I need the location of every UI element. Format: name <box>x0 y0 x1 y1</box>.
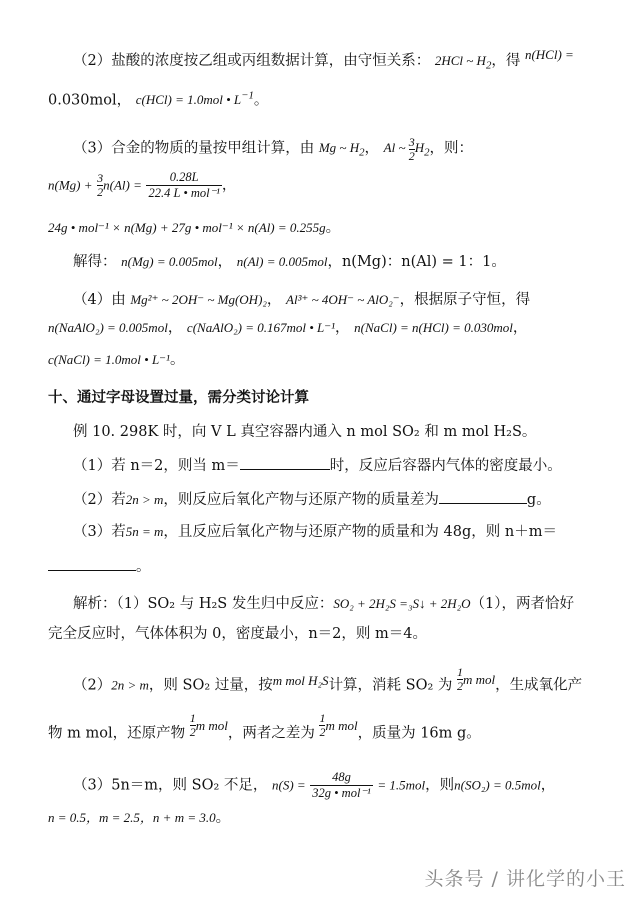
p2-nhcl: n(HCl) = <box>524 47 574 62</box>
analysis-3: （3）5n＝m，则 SO₂ 不足， n(S) = $\frac{48g}{\text{32g • mol⁻¹}}$ = 1.5mol，则n(SO₂) = 0.5mol， <box>73 770 556 800</box>
p3-eq-molar: n(Mg) + $\frac{3}{2}n(Al)$ = $\frac{0.28L}{\text{22.4 L • mol⁻¹}}$ ， <box>48 170 237 200</box>
watermark: 头条号 / 讲化学的小王 <box>424 868 626 890</box>
fraction: $\frac{3}{2}$ <box>408 135 415 163</box>
question-2: （2）若2n > m，则反应后氧化产物与还原产物的质量差为 g。 <box>73 489 551 510</box>
example-statement: 例 10. 298K 时，向 V L 真空容器内通入 n mol SO₂ 和 m mol H₂S。 <box>73 424 537 440</box>
p3-solution: 解得： n(Mg) = 0.005mol， n(Al) = 0.005mol，n(Mg)：n(Al) = 1：1。 <box>73 254 506 270</box>
p3-eq1: Mg ~ $H_2$ <box>318 140 365 160</box>
p2-line2: 0.030mol， c(HCl) = 1.0mol • $L^{-1}$。 <box>48 90 269 109</box>
question-3-blank-line: 。 <box>48 556 151 577</box>
p3-eq-mass: 24g • mol⁻¹ × n(Mg) + 27g • mol⁻¹ × n(Al) = 0.255g。 <box>48 220 341 236</box>
p3-eq2: Al ~ $\frac{3}{2}H_2$ <box>383 135 430 163</box>
answer-blank[interactable] <box>240 455 330 470</box>
p4-line2: n(NaAlO₂) = 0.005mol， c(NaAlO₂) = 0.167mol • L⁻¹， n(NaCl) = n(HCl) = 0.030mol， <box>48 320 528 336</box>
fraction: $\frac{3}{2}$ <box>97 171 104 199</box>
fraction: $\frac{48g}{\text{32g • mol⁻¹}}$ <box>312 770 371 800</box>
analysis-1-line2: 完全反应时，气体体积为 0，密度最小，n＝2，则 m＝4。 <box>48 626 427 642</box>
answer-blank[interactable] <box>48 556 136 571</box>
fraction: $\frac{1}{2}$ <box>457 665 464 693</box>
p2-line1: （2）盐酸的浓度按乙组或丙组数据计算，由守恒关系： 2HCl ~ $H_2$，得 n(HCl) = <box>73 47 574 72</box>
question-3: （3）若5n = m，且反应后氧化产物与还原产物的质量和为 48g，则 n＋m＝ <box>73 524 557 540</box>
analysis-3-line2: n = 0.5，m = 2.5，n + m = 3.0。 <box>48 810 231 826</box>
fraction: $\frac{1}{2}$ <box>319 711 326 739</box>
section-heading: 十、通过字母设置过量，需分类讨论计算 <box>48 390 309 406</box>
question-1: （1）若 n＝2，则当 m＝ 时，反应后容器内气体的密度最小。 <box>73 455 562 476</box>
fraction: $\frac{1}{2}$ <box>189 711 196 739</box>
p2-line1-text: （2）盐酸的浓度按乙组或丙组数据计算，由守恒关系： <box>73 53 431 69</box>
analysis-2: （2）2n > m，则 SO₂ 过量，按m mol H₂S计算，消耗 SO₂ 为 $\frac{1}{2}m$ mol，生成氧化产 <box>73 665 583 694</box>
analysis-1: 解析：（1）SO₂ 与 H₂S 发生归中反应：SO₂ + 2H₂S =₃S↓ + 2H₂O（1），两者恰好 <box>73 596 575 612</box>
p2-conc: c(HCl) = 1.0mol • $L^{-1}$ <box>135 90 254 108</box>
analysis-2-line2: 物 m mol，还原产物 $\frac{1}{2}m$ mol，两者之差为 $\frac{1}{2}m$ mol，质量为 16m g。 <box>48 711 481 742</box>
p4-line3: c(NaCl) = 1.0mol • L⁻¹。 <box>48 352 185 368</box>
p2-eq: 2HCl ~ $H_2$ <box>434 53 492 72</box>
answer-blank[interactable] <box>439 489 527 504</box>
p4-line1: （4）由 Mg²⁺ ~ 2OH⁻ ~ Mg(OH)₂， Al³⁺ ~ 4OH⁻ ~ AlO₂⁻，根据原子守恒，得 <box>73 292 531 308</box>
p3-line1: （3）合金的物质的量按甲组计算，由 Mg ~ $H_2$， Al ~ $\frac{3}{2}H_2$，则： <box>73 135 474 163</box>
fraction: $\frac{0.28L}{\text{22.4 L • mol⁻¹}}$ <box>148 170 220 200</box>
